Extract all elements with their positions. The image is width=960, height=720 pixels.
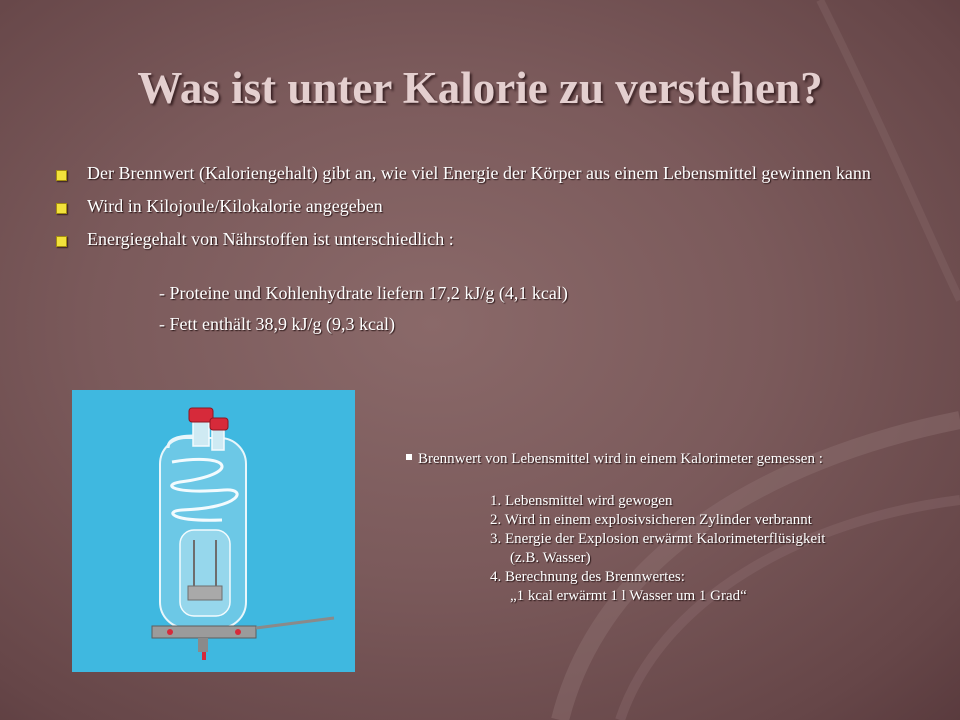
nutrient-line-fat: - Fett enthält 38,9 kJ/g (9,3 kcal) — [159, 314, 395, 334]
calorimeter-heading-text: Brennwert von Lebensmittel wird in einem Kalorimeter gemessen : — [418, 451, 823, 467]
list-item — [56, 193, 906, 220]
list-item — [56, 226, 906, 253]
list-item — [56, 160, 906, 187]
calorimeter-icon — [72, 390, 355, 672]
square-bullet-icon — [406, 454, 412, 460]
bullet-text: Energiegehalt von Nährstoffen ist unterschiedlich : — [87, 229, 454, 249]
calorimeter-photo — [72, 390, 355, 672]
slide-title: Was ist unter Kalorie zu verstehen? — [137, 63, 823, 113]
list-item: (z.B. Wasser) — [510, 550, 591, 566]
list-item: 2. Wird in einem explosivsicheren Zylinder verbrannt — [490, 512, 812, 528]
bullet-text: Der Brennwert (Kaloriengehalt) gibt an, wie viel Energie der Körper aus einem Lebensmittel gewinnen kann — [87, 163, 871, 183]
list-item: „1 kcal erwärmt 1 l Wasser um 1 Grad“ — [510, 588, 747, 604]
list-item: 3. Energie der Explosion erwärmt Kalorimeterflüsigkeit — [490, 531, 826, 547]
list-item: 1. Lebensmittel wird gewogen — [490, 493, 673, 509]
bullet-list — [56, 160, 906, 253]
square-bullet-icon — [56, 236, 67, 247]
square-bullet-icon — [56, 203, 67, 214]
nutrient-line-protein: - Proteine und Kohlenhydrate liefern 17,2 kJ/g (4,1 kcal) — [159, 283, 568, 303]
calorimeter-heading — [406, 451, 823, 468]
bullet-text: Wird in Kilojoule/Kilokalorie angegeben — [87, 196, 383, 216]
square-bullet-icon — [56, 170, 67, 181]
calorimeter-steps — [490, 492, 920, 606]
list-item: 4. Berechnung des Brennwertes: — [490, 569, 685, 585]
